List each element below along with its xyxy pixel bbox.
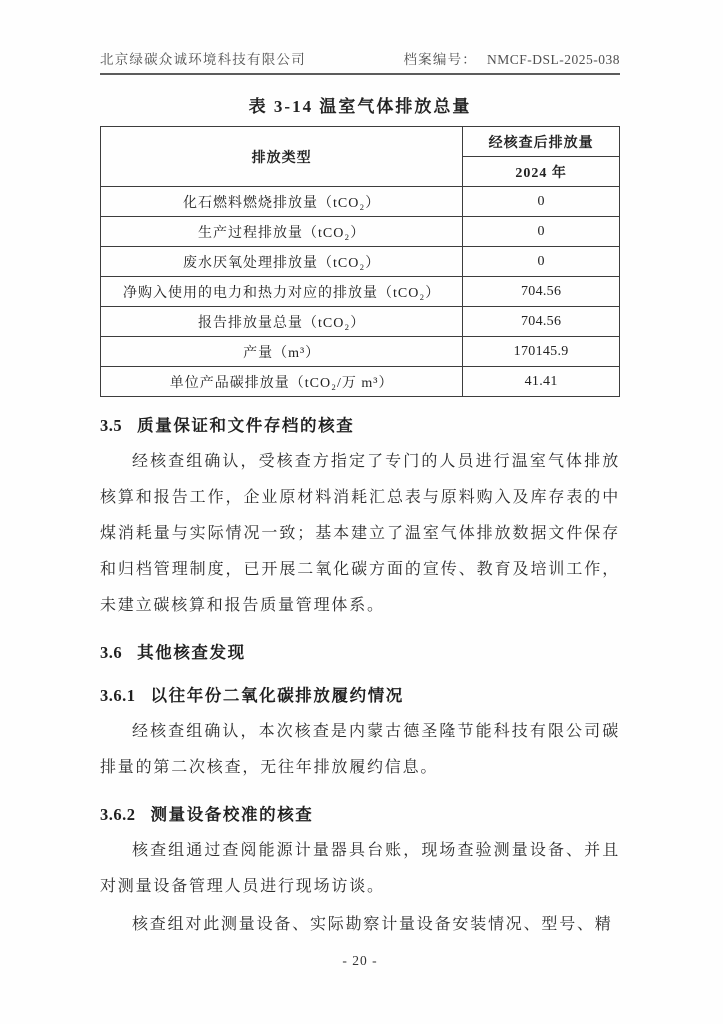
page-header <box>100 48 620 75</box>
section-number: 3.6 <box>100 643 123 662</box>
header-company-name: 北京绿碳众诚环境科技有限公司 <box>100 52 306 67</box>
table-row <box>101 277 620 307</box>
section-heading-3-6 <box>100 639 620 667</box>
row-label-wastewater: 废水厌氧处理排放量（tCO₂） <box>101 247 463 277</box>
section-number: 3.5 <box>100 416 123 435</box>
section-3-5-paragraph: 经核查组确认，受核查方指定了专门的人员进行温室气体排放核算和报告工作，企业原材料消耗汇总表与原料购入及库存表的中煤消耗量与实际情况一致；基本建立了温室气体排放数据文件保存和归档管理制度，已开展二氧化碳方面的宣传、教育及培训工作，未建立碳核算和报告质量管理体系。 <box>100 453 620 614</box>
row-value-unit-emissions: 41.41 <box>463 367 620 397</box>
row-value-total-reported: 704.56 <box>463 307 620 337</box>
page-number: - 20 - <box>342 953 378 968</box>
section-heading-3-6-1 <box>100 682 620 710</box>
table-row <box>101 247 620 277</box>
header-archive-number <box>403 48 620 68</box>
section-heading-3-5 <box>100 412 620 440</box>
column-header-verified-emissions: 经核查后排放量 <box>463 127 620 157</box>
section-number: 3.6.1 <box>100 686 136 705</box>
row-value-wastewater: 0 <box>463 247 620 277</box>
row-label-fossil-fuel: 化石燃料燃烧排放量（tCO₂） <box>101 187 463 217</box>
row-label-purchased-power: 净购入使用的电力和热力对应的排放量（tCO₂） <box>101 277 463 307</box>
table-row <box>101 187 620 217</box>
table-row <box>101 307 620 337</box>
table-title: 表 3-14 温室气体排放总量 <box>248 97 472 116</box>
column-header-year: 2024 年 <box>463 157 620 187</box>
row-value-purchased-power: 704.56 <box>463 277 620 307</box>
section-3-6-2-paragraph-1: 核查组通过查阅能源计量器具台账，现场查验测量设备、并且对测量设备管理人员进行现场访谈。 <box>100 842 620 895</box>
row-value-fossil-fuel: 0 <box>463 187 620 217</box>
column-header-emission-type: 排放类型 <box>101 127 463 187</box>
section-title: 以往年份二氧化碳排放履约情况 <box>150 686 404 705</box>
emissions-table <box>100 126 620 397</box>
archive-number-value: NMCF-DSL-2025-038 <box>486 52 620 67</box>
section-heading-3-6-2 <box>100 801 620 829</box>
row-label-unit-emissions: 单位产品碳排放量（tCO₂/万 m³） <box>101 367 463 397</box>
row-label-process: 生产过程排放量（tCO₂） <box>101 217 463 247</box>
archive-number-label: 档案编号： <box>403 52 477 67</box>
section-title: 测量设备校准的核查 <box>150 805 314 824</box>
section-title: 质量保证和文件存档的核查 <box>137 416 355 435</box>
table-row <box>101 337 620 367</box>
row-value-production: 170145.9 <box>463 337 620 367</box>
table-row <box>101 367 620 397</box>
table-header-row <box>101 127 620 157</box>
section-3-6-2-paragraph-2: 核查组对此测量设备、实际勘察计量设备安装情况、型号、精 <box>132 916 613 933</box>
section-3-6-1-paragraph: 经核查组确认，本次核查是内蒙古德圣隆节能科技有限公司碳排量的第二次核查，无往年排放履约信息。 <box>100 723 620 776</box>
row-value-process: 0 <box>463 217 620 247</box>
row-label-production: 产量（m³） <box>101 337 463 367</box>
section-title: 其他核查发现 <box>137 643 246 662</box>
section-number: 3.6.2 <box>100 805 136 824</box>
row-label-total-reported: 报告排放量总量（tCO₂） <box>101 307 463 337</box>
table-row <box>101 217 620 247</box>
